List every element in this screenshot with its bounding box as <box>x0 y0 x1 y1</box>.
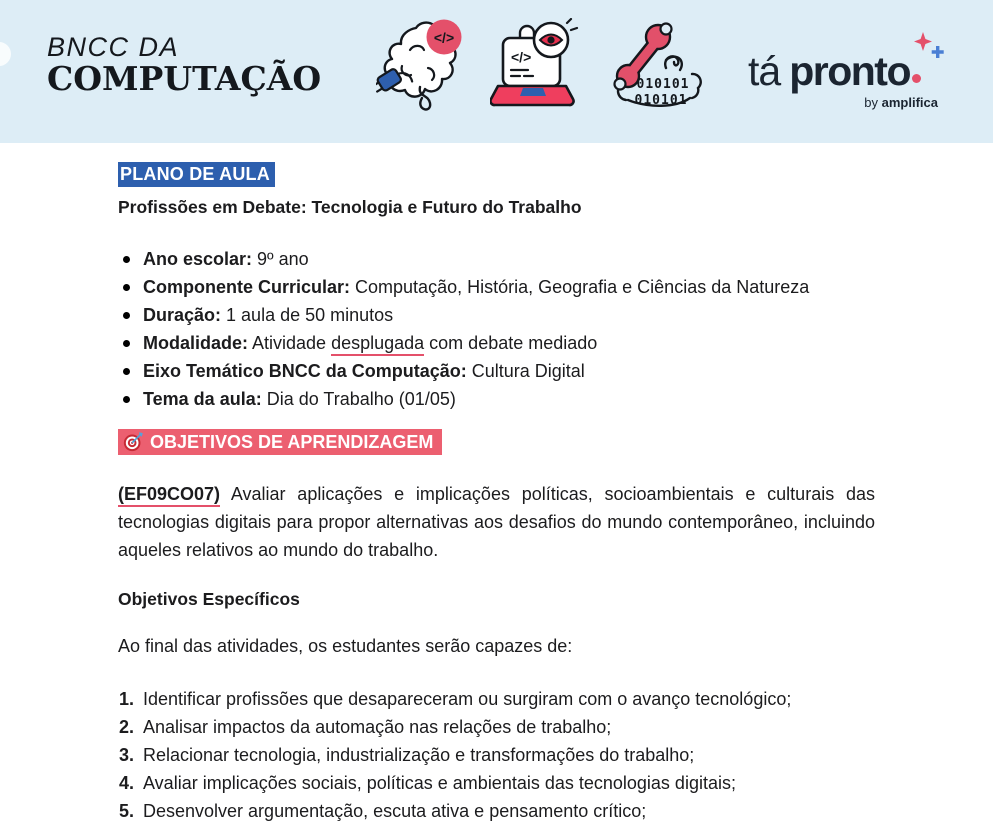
detail-item: Eixo Temático BNCC da Computação: Cultura Digital <box>118 357 875 385</box>
detail-item: Ano escolar: 9º ano <box>118 245 875 273</box>
brain-plug-code-icon <box>376 16 464 120</box>
detail-item: Modalidade: Atividade desplugada com debate mediado <box>118 329 875 357</box>
tapronto-dot-sparkles <box>910 44 940 85</box>
laptop-code-eye-icon <box>490 18 580 114</box>
svg-text:010101: 010101 <box>634 93 688 108</box>
plano-de-aula-tag: PLANO DE AULA <box>118 162 275 187</box>
objective-item: Relacionar tecnologia, industrialização e transformações do trabalho; <box>143 745 695 765</box>
logo-line-2: COMPUTAÇÃO <box>47 59 322 98</box>
svg-text:010101: 010101 <box>636 77 690 92</box>
detail-item: Duração: 1 aula de 50 minutos <box>118 301 875 329</box>
detail-item: Componente Curricular: Computação, História, Geografia e Ciências da Natureza <box>118 273 875 301</box>
specific-objectives-subheading: Objetivos Específicos <box>118 589 300 609</box>
tapronto-byline: by amplifica <box>864 95 938 110</box>
tapronto-logo <box>748 44 940 110</box>
objectives-list <box>118 685 875 825</box>
objective-item: Analisar impactos da automação nas relações de trabalho; <box>143 717 612 737</box>
underlined-term: desplugada <box>331 333 424 356</box>
objective-item: Avaliar implicações sociais, políticas e ambientais das tecnologias digitais; <box>143 773 736 793</box>
objectives-intro: Ao final das atividades, os estudantes serão capazes de: <box>118 636 573 656</box>
skill-code: (EF09CO07) <box>118 484 220 507</box>
objective-item: Identificar profissões que desapareceram ou surgiram com o avanço tecnológico; <box>143 689 792 709</box>
svg-text:</>: </> <box>511 49 532 65</box>
decorative-edge-circle <box>0 42 11 66</box>
objective-item: Desenvolver argumentação, escuta ativa e pensamento crítico; <box>143 801 647 821</box>
tapronto-wordmark <box>748 44 940 92</box>
bncc-computacao-logo <box>47 32 322 98</box>
skill-text: Avaliar aplicações e implicações políticas, socioambientais e culturais das tecnologias digitais para propor alternativas aos desafios do mundo contemporâneo, incluindo aqueles relativos ao mundo do trabalho. <box>118 484 875 560</box>
tapronto-pronto: pronto <box>789 48 910 94</box>
red-dot <box>912 74 921 83</box>
wrench-binary-cloud-icon <box>608 22 704 114</box>
svg-text:</>: </> <box>433 29 455 46</box>
objectives-heading-label: OBJETIVOS DE APRENDIZAGEM <box>150 432 434 452</box>
lesson-plan-document <box>0 162 993 825</box>
tapronto-ta: tá <box>748 48 781 94</box>
lesson-details-list <box>118 245 875 413</box>
objectives-section-heading <box>118 429 442 455</box>
header-banner <box>0 0 993 143</box>
logo-line-1: BNCC DA <box>47 32 180 62</box>
bncc-skill-paragraph <box>118 480 875 564</box>
sparkles-icon <box>910 32 944 66</box>
lesson-title: Profissões em Debate: Tecnologia e Futuro do Trabalho <box>118 197 582 217</box>
detail-item: Tema da aula: Dia do Trabalho (01/05) <box>118 385 875 413</box>
target-dart-icon <box>123 432 143 452</box>
